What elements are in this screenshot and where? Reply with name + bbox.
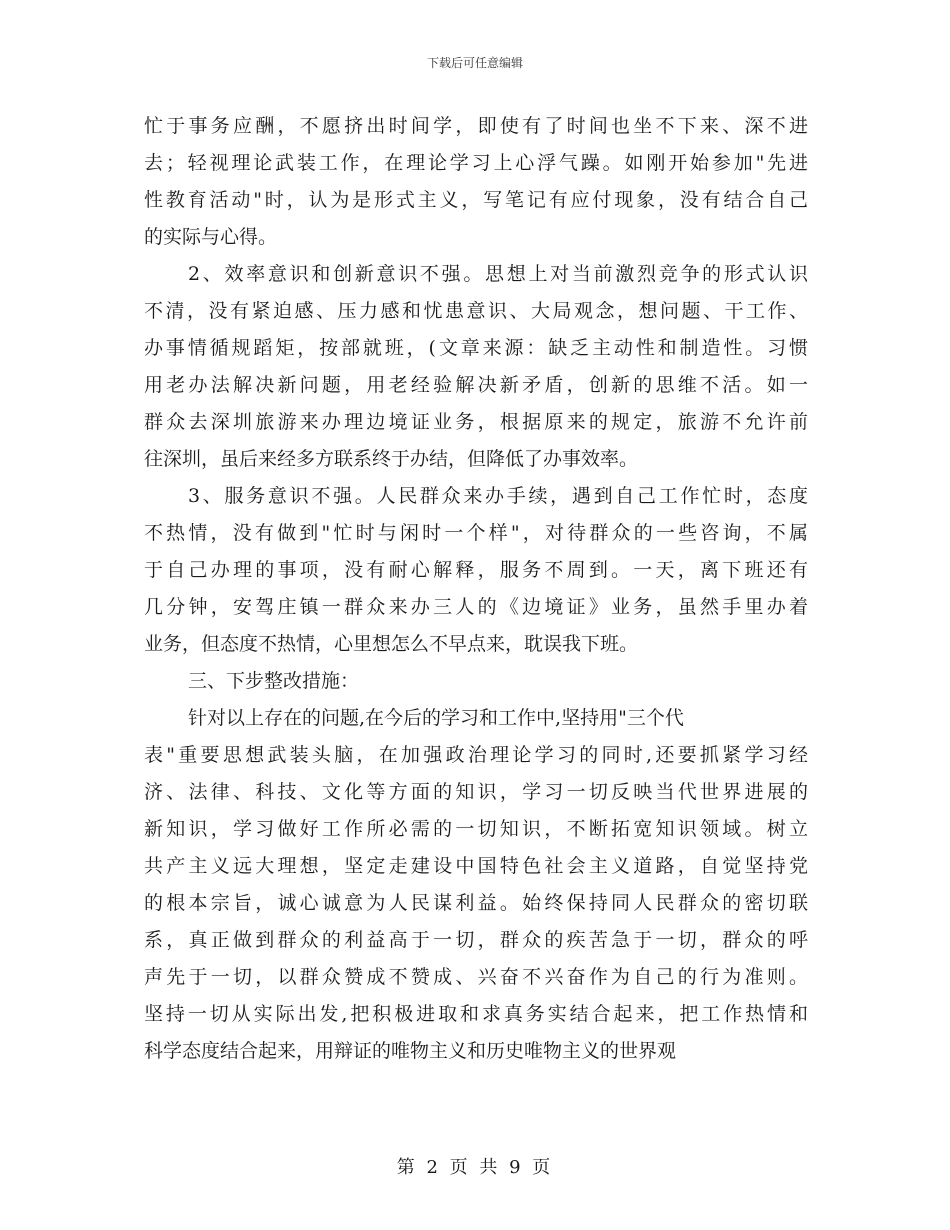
text-line: 的根本宗旨，诚心诚意为人民谋利益。始终保持同人民群众的密切联 <box>144 892 808 914</box>
text-line: 几分钟，安驾庄镇一群众来办三人的《边境证》业务，虽然手里办着 <box>144 596 808 618</box>
text-line: 不清，没有紧迫感、压力感和忧患意识、大局观念，想问题、干工作、 <box>144 300 808 322</box>
text-line: 去；轻视理论武装工作，在理论学习上心浮气躁。如刚开始参加"先进 <box>144 152 808 174</box>
text-line: 往深圳，虽后来经多方联系终于办结，但降低了办事效率。 <box>144 448 639 470</box>
text-line: 性教育活动"时，认为是形式主义，写笔记有应付现象，没有结合自己 <box>144 189 808 211</box>
text-line: 忙于事务应酬，不愿挤出时间学，即使有了时间也坐不下来、深不进 <box>144 115 808 137</box>
page-number: 第 2 页 共 9 页 <box>396 1157 554 1178</box>
page-header: 下载后可任意编辑 <box>426 56 523 70</box>
text-line: 声先于一切，以群众赞成不赞成、兴奋不兴奋作为自己的行为准则。 <box>144 966 808 988</box>
text-line: 济、法律、科技、文化等方面的知识，学习一切反映当代世界进展的 <box>144 781 808 803</box>
text-line: 的实际与心得。 <box>144 226 278 248</box>
text-line: 针对以上存在的问题,在今后的学习和工作中,坚持用"三个代 <box>188 707 684 729</box>
text-line: 坚持一切从实际出发,把积极进取和求真务实结合起来，把工作热情和 <box>144 1003 808 1025</box>
text-line: 于自己办理的事项，没有耐心解释，服务不周到。一天，离下班还有 <box>144 559 808 581</box>
text-line: 业务，但态度不热情，心里想怎么不早点来，耽误我下班。 <box>144 633 639 655</box>
body-text <box>144 108 808 1070</box>
text-line: 系，真正做到群众的利益高于一切，群众的疾苦急于一切，群众的呼 <box>144 929 808 951</box>
text-line: 三、下步整改措施： <box>188 670 360 692</box>
text-line: 3、服务意识不强。人民群众来办手续，遇到自己工作忙时，态度 <box>188 485 808 507</box>
text-line: 表"重要思想武装头脑，在加强政治理论学习的同时,还要抓紧学习经 <box>144 744 808 766</box>
text-line: 新知识，学习做好工作所必需的一切知识，不断拓宽知识领域。树立 <box>144 818 808 840</box>
text-line: 2、效率意识和创新意识不强。思想上对当前激烈竞争的形式认识 <box>188 263 808 285</box>
text-line: 用老办法解决新问题，用老经验解决新矛盾，创新的思维不活。如一 <box>144 374 808 396</box>
text-line: 办事情循规蹈矩，按部就班，(文章来源：缺乏主动性和制造性。习惯 <box>144 337 808 359</box>
text-line: 科学态度结合起来，用辩证的唯物主义和历史唯物主义的世界观 <box>144 1040 677 1062</box>
text-line: 群众去深圳旅游来办理边境证业务，根据原来的规定，旅游不允许前 <box>144 411 808 433</box>
text-line: 共产主义远大理想，坚定走建设中国特色社会主义道路，自觉坚持党 <box>144 855 808 877</box>
text-line: 不热情，没有做到"忙时与闲时一个样"，对待群众的一些咨询，不属 <box>144 522 808 544</box>
